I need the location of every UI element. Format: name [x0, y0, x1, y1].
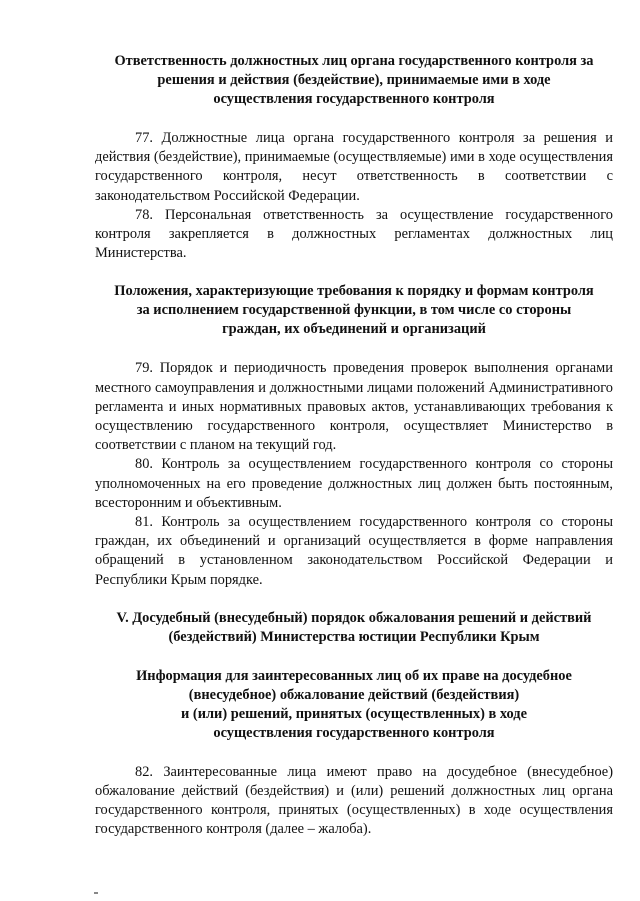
chapter-heading-v	[95, 609, 613, 647]
heading-line: граждан, их объединений и организаций	[222, 321, 486, 338]
heading-line: (бездействий) Министерства юстиции Республики Крым	[168, 628, 540, 645]
paragraph-78: 78. Персональная ответственность за осуществление государственного контроля закрепляется в должностных регламентах должностных лиц Министерства.	[95, 206, 613, 262]
paragraph-81: 81. Контроль за осуществлением государственного контроля со стороны граждан, их объединений и организаций осуществляется в форме направления обращений в установленном законодательством Российской Федерации и Республики Крым порядке.	[95, 514, 613, 588]
heading-line: Положения, характеризующие требования к порядку и формам контроля	[114, 283, 594, 300]
heading-line: (внесудебное) обжалование действий (бездействия)	[188, 686, 520, 703]
heading-line: решения и действия (бездействие), принимаемые ими в ходе	[157, 72, 551, 88]
heading-line: осуществления государственного контроля	[213, 724, 495, 741]
heading-line: Информация для заинтересованных лиц об их праве на досудебное	[136, 667, 572, 684]
document-content	[95, 52, 613, 840]
heading-line: V. Досудебный (внесудебный) порядок обжалования решений и действий	[116, 609, 592, 626]
scan-mark	[94, 892, 98, 894]
paragraph-80: 80. Контроль за осуществлением государственного контроля со стороны уполномоченных на его проведение должностных лиц должен быть постоянным, всесторонним и объективным.	[95, 456, 613, 511]
paragraph-82: 82. Заинтересованные лица имеют право на досудебное (внесудебное) обжалование действий (бездействия) и (или) решений должностных лиц органа государственного контроля, принятых (осуществленных) в ходе осуществления государственного контроля (далее – жалоба).	[95, 763, 613, 838]
paragraph-77: 77. Должностные лица органа государственного контроля за решения и действия (бездействие), принимаемые (осуществляемые) ими в ходе осуществления государственного контроля, несут ответственность в соответствии с законодательством Российской Федерации.	[95, 130, 613, 204]
heading-line: за исполнением государственной функции, в том числе со стороны	[136, 302, 572, 319]
section-heading-control-requirements	[95, 282, 613, 339]
section-heading-appeal-info	[95, 667, 613, 743]
heading-line: осуществления государственного контроля	[213, 91, 495, 107]
paragraph-79: 79. Порядок и периодичность проведения проверок выполнения органами местного самоуправления и должностными лицами положений Административного регламента и иных нормативных правовых актов, устанавливающих требования к осуществлению государственного контроля, осуществляет Министерство в соответствии с планом на текущий год.	[95, 360, 613, 454]
section-heading-responsibility	[95, 52, 613, 109]
heading-line: и (или) решений, принятых (осуществленных) в ходе	[181, 705, 527, 722]
heading-line: Ответственность должностных лиц органа государственного контроля за	[114, 53, 594, 69]
